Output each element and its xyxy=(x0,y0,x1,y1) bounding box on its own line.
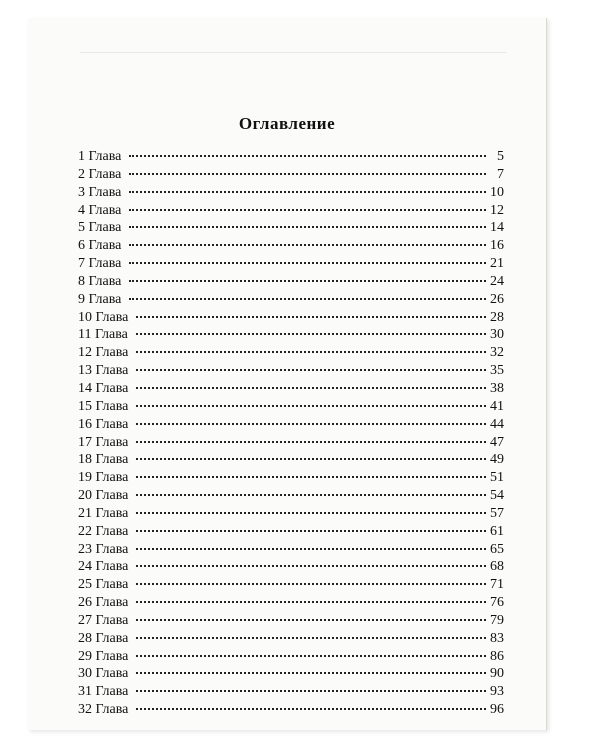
toc-entry-page-number: 32 xyxy=(490,345,504,361)
toc-dot-leader xyxy=(129,262,486,264)
toc-entry xyxy=(78,326,504,344)
toc-entry xyxy=(78,541,504,559)
toc-dot-leader xyxy=(136,333,486,335)
toc-entry xyxy=(78,362,504,380)
toc-entry-label: 13 Глава xyxy=(78,363,129,379)
toc-entry-page-number: 41 xyxy=(490,398,504,414)
toc-entry xyxy=(78,184,504,202)
toc-entry xyxy=(78,219,504,237)
toc-entry-label: 8 Глава xyxy=(78,273,122,289)
toc-entry-page-number: 26 xyxy=(490,291,504,307)
toc-entry xyxy=(78,683,504,701)
toc-entry-page-number: 79 xyxy=(490,612,504,628)
toc-dot-leader xyxy=(136,405,486,407)
toc-entry xyxy=(78,166,504,184)
toc-dot-leader xyxy=(129,155,486,157)
toc-entry-page-number: 61 xyxy=(490,523,504,539)
toc-entry-page-number: 44 xyxy=(490,416,504,432)
toc-entry xyxy=(78,701,504,719)
toc-dot-leader xyxy=(136,655,486,657)
toc-entry xyxy=(78,309,504,327)
toc-entry-page-number: 5 xyxy=(497,149,504,164)
toc-dot-leader xyxy=(136,601,486,603)
toc-dot-leader xyxy=(129,173,486,175)
toc-dot-leader xyxy=(136,458,486,460)
toc-entry-label: 24 Глава xyxy=(78,559,129,575)
toc-entry xyxy=(78,416,504,434)
toc-entry-page-number: 76 xyxy=(490,595,504,611)
toc-entry xyxy=(78,648,504,666)
toc-entry-label: 14 Глава xyxy=(78,380,129,396)
toc-entry-label: 6 Глава xyxy=(78,238,122,254)
toc-dot-leader xyxy=(136,476,486,478)
toc-entry-label: 29 Глава xyxy=(78,648,129,664)
toc-dot-leader xyxy=(136,316,486,318)
toc-entry-label: 32 Глава xyxy=(78,702,129,718)
toc-dot-leader xyxy=(136,565,486,567)
toc-entry-page-number: 49 xyxy=(490,452,504,468)
toc-entry-label: 20 Глава xyxy=(78,488,129,504)
toc-entry xyxy=(78,202,504,220)
toc-entry-page-number: 16 xyxy=(490,238,504,254)
toc-entry-label: 15 Глава xyxy=(78,398,129,414)
toc-dot-leader xyxy=(136,619,486,621)
toc-dot-leader xyxy=(136,583,486,585)
toc-dot-leader xyxy=(136,423,486,425)
toc-entry xyxy=(78,434,504,452)
toc-entry xyxy=(78,487,504,505)
toc-entry xyxy=(78,398,504,416)
toc-entry-page-number: 14 xyxy=(490,220,504,236)
toc-entry xyxy=(78,505,504,523)
toc-dot-leader xyxy=(129,298,486,300)
page-title: Оглавление xyxy=(238,114,336,133)
toc-entry-page-number: 93 xyxy=(490,684,504,700)
toc-entry-page-number: 86 xyxy=(490,648,504,664)
toc-entry-page-number: 21 xyxy=(490,256,504,272)
toc-entry xyxy=(78,273,504,291)
toc-entry-label: 11 Глава xyxy=(78,327,128,343)
toc-dot-leader xyxy=(136,512,486,514)
toc-entry-page-number: 51 xyxy=(490,470,504,486)
toc-entry xyxy=(78,576,504,594)
toc-entry-page-number: 57 xyxy=(490,505,504,521)
bleed-through-header-rule xyxy=(80,52,506,53)
toc-entry-label: 10 Глава xyxy=(78,309,129,325)
toc-dot-leader xyxy=(136,548,486,550)
toc-entry-label: 27 Глава xyxy=(78,612,129,628)
toc-entry xyxy=(78,665,504,683)
toc-entry xyxy=(78,255,504,273)
toc-entry-label: 28 Глава xyxy=(78,630,129,646)
toc-entry xyxy=(78,594,504,612)
toc-dot-leader xyxy=(129,244,486,246)
toc-entry-page-number: 7 xyxy=(497,166,504,182)
toc-entry xyxy=(78,558,504,576)
table-of-contents xyxy=(78,148,504,719)
toc-entry-label: 23 Глава xyxy=(78,541,129,557)
toc-entry xyxy=(78,469,504,487)
toc-entry-label: 7 Глава xyxy=(78,256,122,272)
toc-entry-label: 5 Глава xyxy=(78,220,122,236)
toc-entry-page-number: 10 xyxy=(490,184,504,200)
toc-entry-page-number: 83 xyxy=(490,630,504,646)
toc-dot-leader xyxy=(136,387,486,389)
toc-entry xyxy=(78,237,504,255)
toc-dot-leader xyxy=(136,441,486,443)
toc-dot-leader xyxy=(136,672,486,674)
toc-entry-page-number: 71 xyxy=(490,577,504,593)
toc-entry-label: 30 Глава xyxy=(78,666,129,682)
toc-entry-page-number: 12 xyxy=(490,202,504,218)
toc-entry-page-number: 38 xyxy=(490,380,504,396)
toc-dot-leader xyxy=(129,280,486,282)
toc-entry-page-number: 54 xyxy=(490,488,504,504)
toc-entry-label: 21 Глава xyxy=(78,505,129,521)
toc-entry xyxy=(78,630,504,648)
toc-entry-label: 3 Глава xyxy=(78,184,122,200)
toc-entry-label: 9 Глава xyxy=(78,291,122,307)
toc-entry-page-number: 28 xyxy=(490,309,504,325)
toc-dot-leader xyxy=(136,530,486,532)
toc-dot-leader xyxy=(129,191,486,193)
toc-entry xyxy=(78,451,504,469)
toc-entry-page-number: 35 xyxy=(490,363,504,379)
toc-entry-label: 18 Глава xyxy=(78,452,129,468)
toc-entry xyxy=(78,523,504,541)
toc-dot-leader xyxy=(136,369,486,371)
toc-entry xyxy=(78,380,504,398)
toc-entry-page-number: 47 xyxy=(490,434,504,450)
toc-dot-leader xyxy=(136,690,486,692)
toc-entry xyxy=(78,291,504,309)
toc-entry-label: 26 Глава xyxy=(78,595,129,611)
toc-entry-page-number: 96 xyxy=(490,702,504,718)
book-page xyxy=(28,18,547,730)
toc-entry-label: 1 Глава xyxy=(78,149,122,164)
toc-entry-label: 16 Глава xyxy=(78,416,129,432)
toc-entry-page-number: 90 xyxy=(490,666,504,682)
toc-dot-leader xyxy=(136,708,486,710)
toc-entry xyxy=(78,148,504,166)
toc-dot-leader xyxy=(136,637,486,639)
toc-dot-leader xyxy=(129,209,486,211)
toc-dot-leader xyxy=(136,494,486,496)
toc-dot-leader xyxy=(136,351,486,353)
toc-entry-label: 4 Глава xyxy=(78,202,122,218)
toc-entry xyxy=(78,612,504,630)
toc-entry-label: 12 Глава xyxy=(78,345,129,361)
toc-entry-label: 19 Глава xyxy=(78,470,129,486)
toc-entry-label: 2 Глава xyxy=(78,166,122,182)
toc-entry-page-number: 24 xyxy=(490,273,504,289)
toc-entry-label: 31 Глава xyxy=(78,684,129,700)
toc-entry xyxy=(78,344,504,362)
toc-entry-label: 25 Глава xyxy=(78,577,129,593)
toc-dot-leader xyxy=(129,226,486,228)
toc-entry-label: 22 Глава xyxy=(78,523,129,539)
toc-entry-page-number: 65 xyxy=(490,541,504,557)
toc-entry-label: 17 Глава xyxy=(78,434,129,450)
toc-entry-page-number: 30 xyxy=(490,327,504,343)
toc-entry-page-number: 68 xyxy=(490,559,504,575)
